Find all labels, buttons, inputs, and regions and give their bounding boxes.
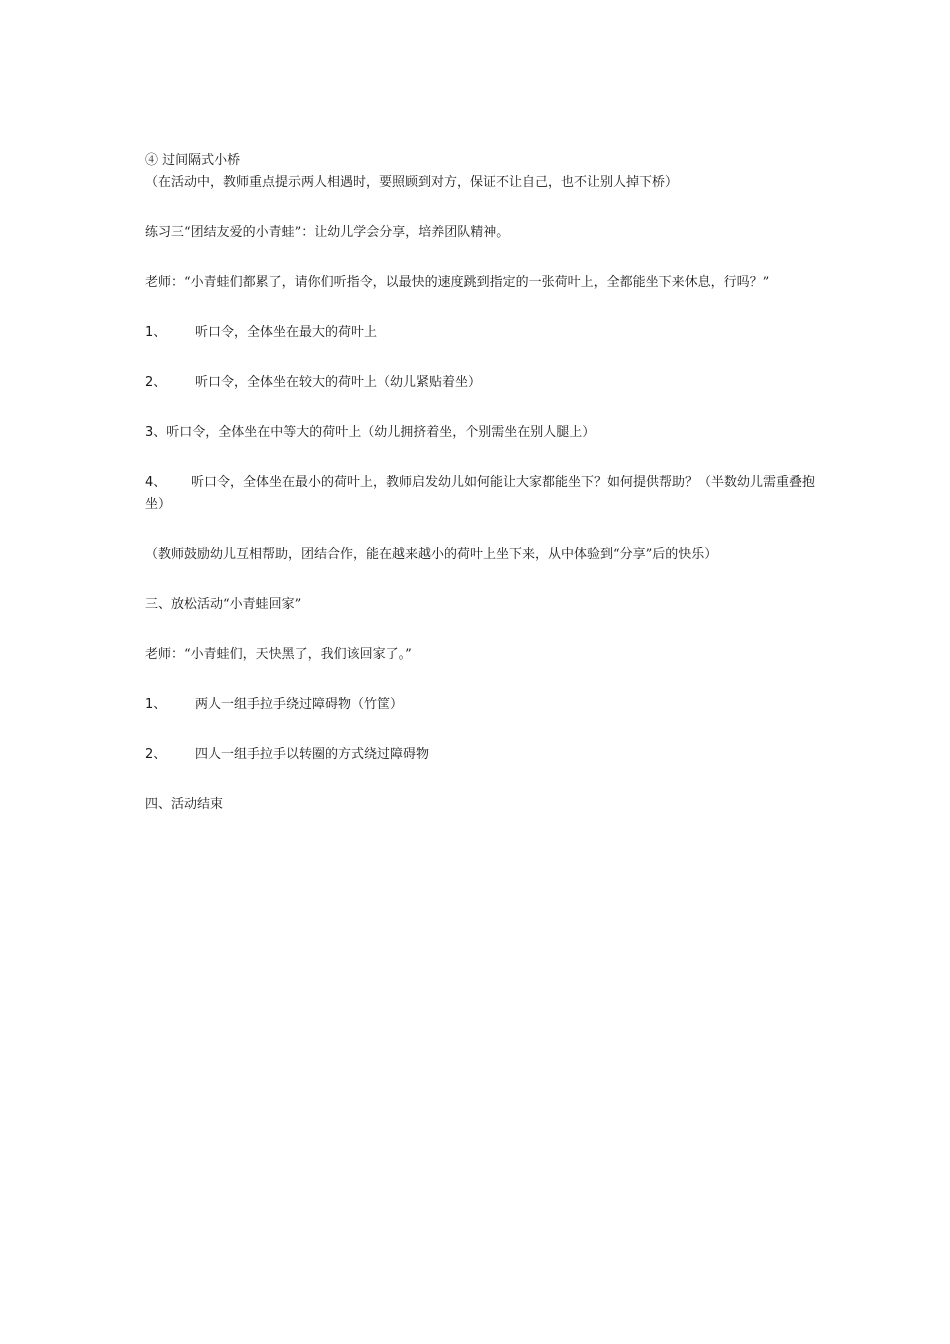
list-number: 2、 [145, 747, 167, 762]
section-heading: 四、活动结束 [145, 797, 224, 812]
section-heading: 三、放松活动“小青蛙回家” [145, 597, 302, 612]
list-text: 两人一组手拉手绕过障碍物（竹筐） [195, 697, 404, 712]
teacher-note: （在活动中，教师重点提示两人相遇时，要照顾到对方，保证不让自己，也不让别人掉下桥） [145, 175, 679, 190]
list-number: 1、 [145, 697, 167, 712]
step-heading: ④ 过间隔式小桥 [145, 153, 241, 168]
list-number: 1、 [145, 325, 167, 340]
list-text: 四人一组手拉手以转圈的方式绕过障碍物 [195, 747, 430, 762]
list-item [145, 372, 815, 394]
list-text: 听口令，全体坐在最大的荷叶上 [195, 325, 378, 340]
list-text: 听口令，全体坐在最小的荷叶上，教师启发幼儿如何能让大家都能坐下？如何提供帮助？（半数幼儿需重叠抱坐） [145, 475, 816, 512]
teacher-quote: 老师：“小青蛙们，天快黑了，我们该回家了。” [145, 647, 412, 662]
teacher-quote: 老师：“小青蛙们都累了，请你们听指令，以最快的速度跳到指定的一张荷叶上，全都能坐下来休息，行吗？” [145, 275, 770, 290]
list-number: 3、 [145, 425, 167, 440]
teacher-note: （教师鼓励幼儿互相帮助，团结合作，能在越来越小的荷叶上坐下来，从中体验到“分享”后的快乐） [145, 547, 718, 562]
exercise-heading: 练习三“团结友爱的小青蛙”：让幼儿学会分享，培养团队精神。 [145, 225, 510, 240]
document-body [145, 150, 815, 816]
list-number: 4、 [145, 475, 167, 490]
list-text: 听口令，全体坐在较大的荷叶上（幼儿紧贴着坐） [195, 375, 482, 390]
list-item [145, 744, 815, 766]
list-item [145, 422, 815, 444]
list-item [145, 322, 815, 344]
list-number: 2、 [145, 375, 167, 390]
list-item [145, 694, 815, 716]
list-item [145, 472, 815, 516]
list-text: 听口令，全体坐在中等大的荷叶上（幼儿拥挤着坐，个别需坐在别人腿上） [166, 425, 596, 440]
